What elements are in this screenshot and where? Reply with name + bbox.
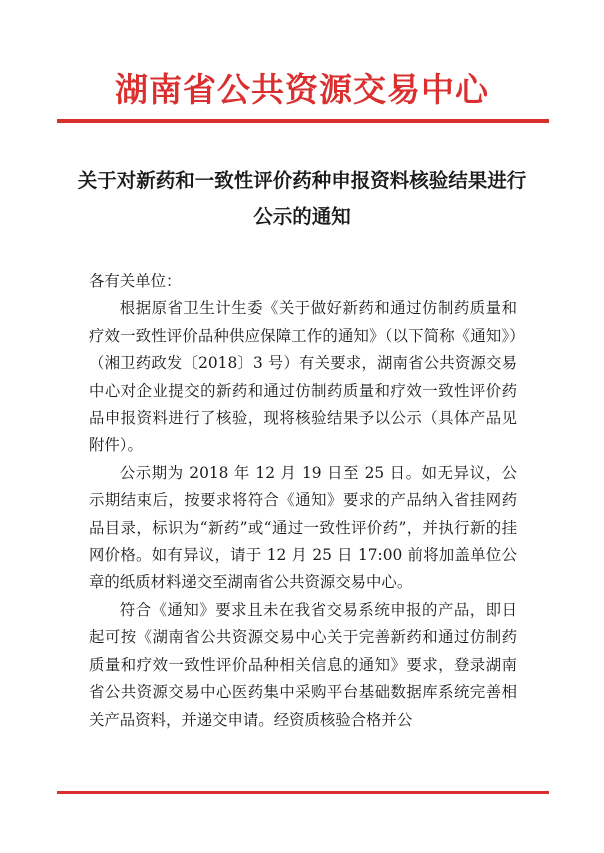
paragraph-2: 公示期为 2018 年 12 月 19 日至 25 日。如无异议，公示期结束后，按要求将符合《通知》要求的产品纳入省挂网药品目录，标识为“新药”或“通过一致性评价药”，并执行新的挂网价格。如有异议，请于 12 月 25 日 17:00 前将加盖单位公章的纸质材料递交至湖南省公共资源交易中心。 — [89, 463, 517, 592]
document-title: 关于对新药和一致性评价药种申报资料核验结果进行公示的通知 — [77, 169, 527, 228]
paragraph-3: 符合《通知》要求且未在我省交易系统申报的产品，即日起可按《湖南省公共资源交易中心关于完善新药和通过仿制药质量和疗效一致性评价品种相关信息的通知》要求，登录湖南省公共资源交易中心医药集中采购平台基础数据库系统完善相关产品资料，并递交申请。经资质核验合格并公 — [89, 600, 517, 729]
document-body — [89, 268, 517, 734]
paragraph-1: 根据原省卫生计生委《关于做好新药和通过仿制药质量和疗效一致性评价品种供应保障工作的通知》（以下简称《通知》）（湘卫药政发〔2018〕3 号）有关要求，湖南省公共资源交易中心对企业提交的新药和通过仿制药质量和疗效一致性评价药品申报资料进行了核验，现将核验结果予以公示（具体产品见附件）。 — [89, 299, 517, 455]
footer-divider — [57, 791, 549, 794]
salutation: 各有关单位： — [89, 272, 182, 290]
header-divider — [57, 119, 549, 123]
organization-header: 湖南省公共资源交易中心 — [115, 70, 489, 109]
